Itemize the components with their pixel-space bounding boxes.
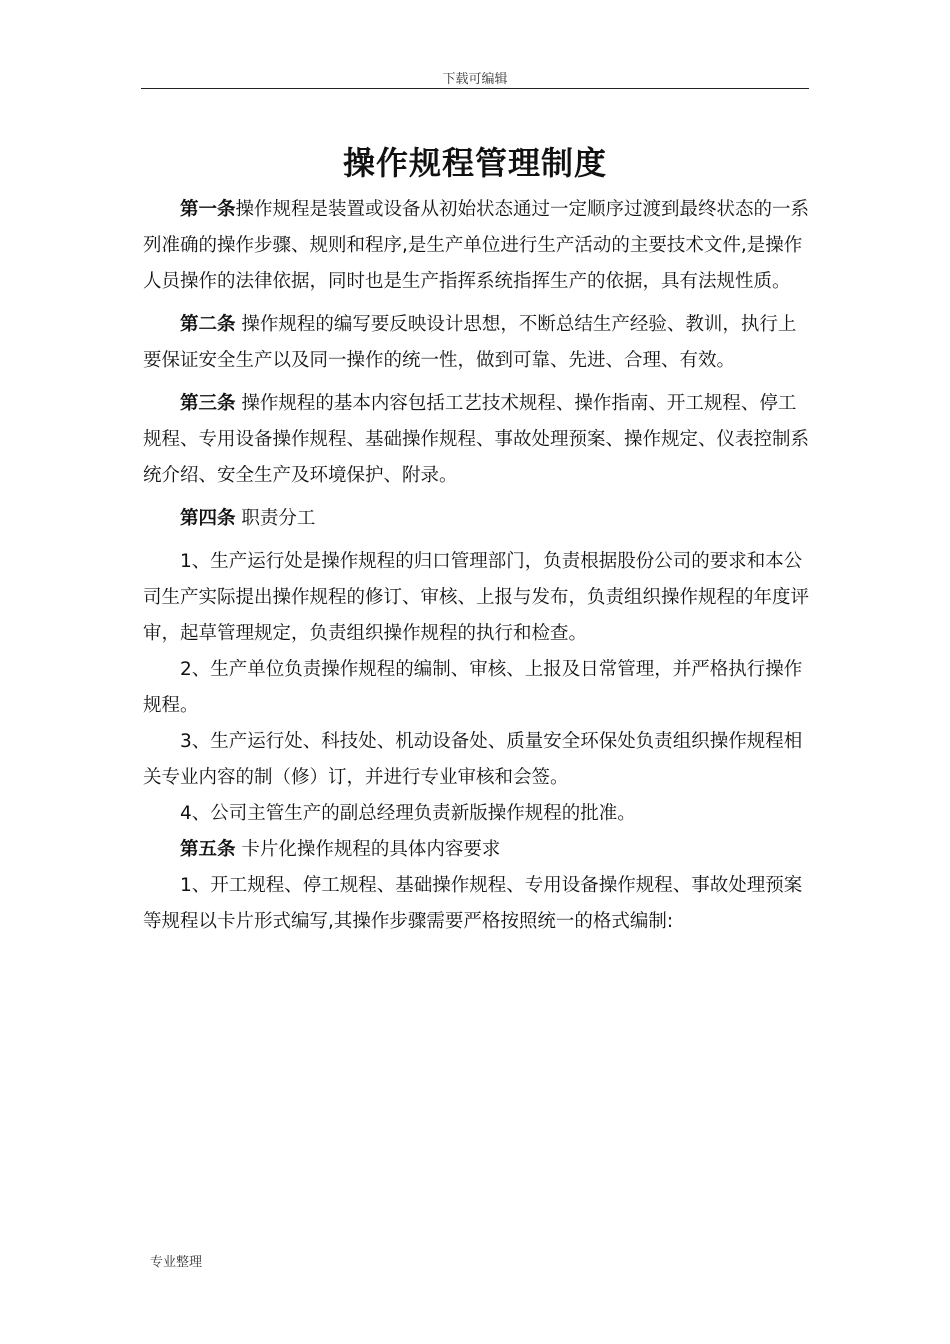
article-label: 第五条 <box>180 839 236 860</box>
article-label: 第四条 <box>180 508 236 529</box>
header-divider <box>141 88 809 89</box>
article-2 <box>143 307 811 379</box>
duty-item: 1、生产运行处是操作规程的归口管理部门，负责根据股份公司的要求和本公司生产实际提出操作规程的修订、审核、上报与发布，负责组织操作规程的年度评审，起草管理规定，负责组织操作规程的执行和检查。 <box>143 551 810 644</box>
article-text: 卡片化操作规程的具体内容要求 <box>235 839 501 860</box>
article-5-item: 1、开工规程、停工规程、基础操作规程、专用设备操作规程、事故处理预案等规程以卡片形式编写,其操作步骤需要严格按照统一的格式编制: <box>143 875 803 932</box>
article-1 <box>143 192 811 300</box>
article-text: 操作规程的编写要反映设计思想，不断总结生产经验、教训，执行上要保证安全生产以及同一操作的统一性，做到可靠、先进、合理、有效。 <box>143 314 797 371</box>
duty-item: 2、生产单位负责操作规程的编制、审核、上报及日常管理，并严格执行操作规程。 <box>143 659 803 716</box>
page-header-text: 下载可编辑 <box>442 72 508 87</box>
document-body <box>143 192 811 940</box>
article-label: 第一条 <box>180 199 236 220</box>
article-3 <box>143 386 811 494</box>
article-4 <box>143 501 811 537</box>
article-5 <box>143 832 811 868</box>
article-text: 操作规程是装置或设备从初始状态通过一定顺序过渡到最终状态的一系列准确的操作步骤、规则和程序,是生产单位进行生产活动的主要技术文件,是操作人员操作的法律依据，同时也是生产指挥系统指挥生产的依据，具有法规性质。 <box>143 199 810 292</box>
duty-item: 3、生产运行处、科技处、机动设备处、质量安全环保处负责组织操作规程相关专业内容的制（修）订，并进行专业审核和会签。 <box>143 731 803 788</box>
document-title: 操作规程管理制度 <box>342 144 607 182</box>
article-text: 操作规程的基本内容包括工艺技术规程、操作指南、开工规程、停工规程、专用设备操作规程、基础操作规程、事故处理预案、操作规定、仪表控制系统介绍、安全生产及环境保护、附录。 <box>143 393 810 486</box>
article-label: 第二条 <box>180 314 236 335</box>
page-footer-text: 专业整理 <box>150 1255 203 1270</box>
article-label: 第三条 <box>180 393 236 414</box>
article-text: 职责分工 <box>235 508 316 529</box>
duty-item: 4、公司主管生产的副总经理负责新版操作规程的批准。 <box>180 803 636 824</box>
